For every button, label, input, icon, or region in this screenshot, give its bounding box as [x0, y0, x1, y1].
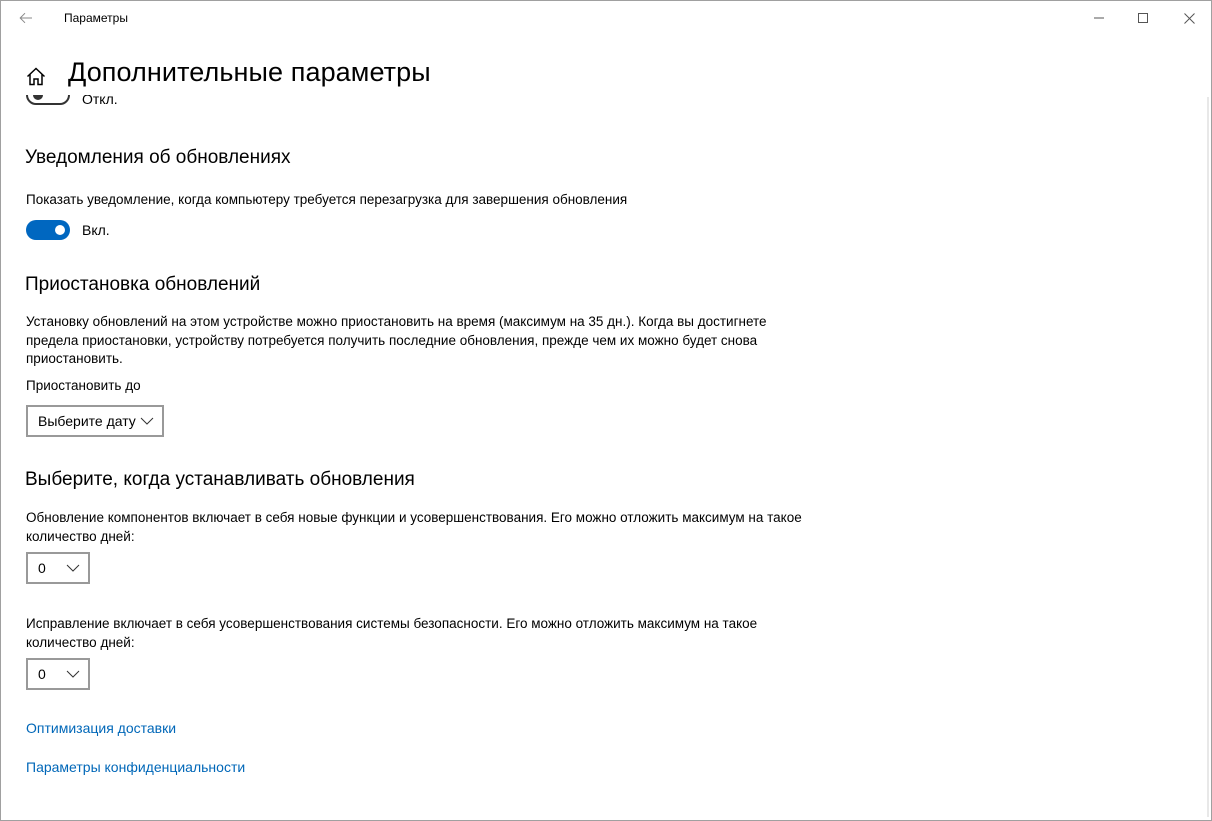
pause-until-label: Приостановить до — [26, 378, 141, 393]
window-title: Параметры — [64, 11, 128, 25]
chevron-down-icon — [66, 669, 80, 679]
pause-description: Установку обновлений на этом устройстве можно приостановить на время (максимум на 35 дн.). Когда вы достигнете предела приостановки, устройству потребуется получить последние обновления, прежде чем их можно будет снова приостановить. — [26, 314, 767, 366]
quality-updates-description: Исправление включает в себя усовершенствования системы безопасности. Его можно отложить максимум на такое количество дней: — [26, 616, 758, 650]
settings-content — [1, 95, 1211, 821]
chevron-down-icon — [66, 563, 80, 573]
scrollbar[interactable] — [1207, 97, 1209, 817]
page-title: Дополнительные параметры — [68, 57, 431, 87]
feature-updates-description: Обновление компонентов включает в себя новые функции и усовершенствования. Его можно отложить максимум на такое количество дней: — [26, 510, 802, 544]
pause-date-dropdown[interactable] — [26, 405, 164, 437]
notifications-heading: Уведомления об обновлениях — [25, 147, 291, 168]
feature-defer-dropdown[interactable] — [26, 552, 90, 584]
privacy-settings-link[interactable]: Параметры конфиденциальности — [26, 759, 246, 775]
schedule-heading: Выберите, когда устанавливать обновления — [25, 469, 415, 490]
clipped-toggle-label: Откл. — [82, 95, 118, 107]
toggle-knob — [55, 225, 65, 235]
back-arrow-icon — [19, 12, 33, 24]
maximize-icon — [1138, 13, 1148, 23]
close-icon — [1184, 13, 1195, 24]
close-button[interactable] — [1166, 1, 1212, 35]
maximize-button[interactable] — [1120, 1, 1166, 35]
clipped-toggle-switch[interactable] — [26, 95, 70, 105]
pause-heading: Приостановка обновлений — [25, 274, 261, 295]
delivery-optimization-link[interactable]: Оптимизация доставки — [26, 720, 177, 736]
quality-defer-dropdown[interactable] — [26, 658, 90, 690]
home-button[interactable] — [21, 61, 51, 91]
home-icon — [26, 67, 46, 86]
notifications-description: Показать уведомление, когда компьютеру требуется перезагрузка для завершения обновления — [26, 192, 628, 207]
notifications-toggle-label: Вкл. — [82, 222, 110, 238]
chevron-down-icon — [140, 416, 154, 426]
notifications-toggle[interactable] — [26, 220, 70, 240]
back-button[interactable] — [9, 1, 43, 35]
quality-defer-value: 0 — [38, 666, 46, 682]
feature-defer-value: 0 — [38, 560, 46, 576]
minimize-button[interactable] — [1076, 1, 1122, 35]
pause-date-value: Выберите дату — [38, 413, 136, 429]
title-bar — [1, 1, 1211, 35]
minimize-icon — [1094, 13, 1104, 23]
